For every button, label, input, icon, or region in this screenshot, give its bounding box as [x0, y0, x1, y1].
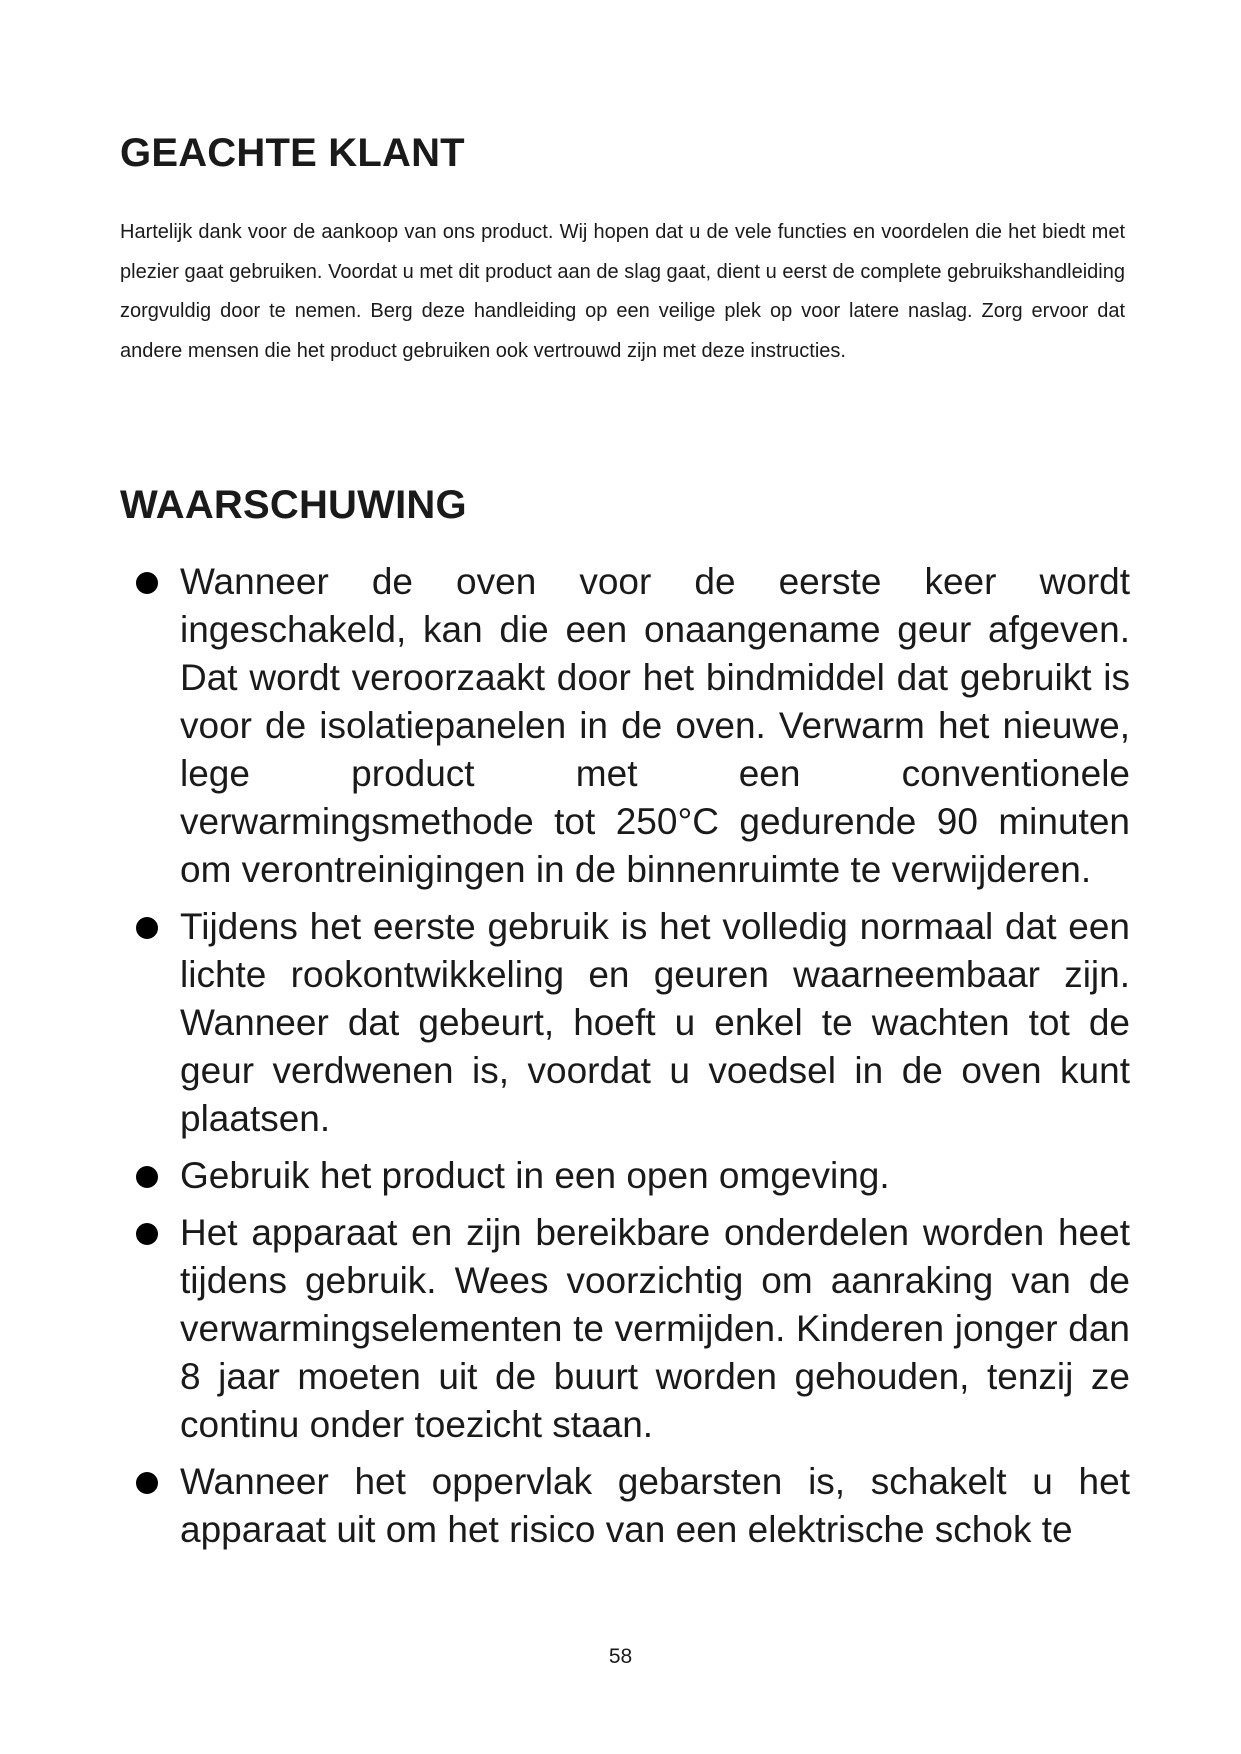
bullet-icon [136, 1166, 158, 1188]
bullet-icon [136, 917, 158, 939]
bullet-icon [136, 572, 158, 594]
warning-item [120, 1209, 1130, 1449]
warning-text: Tijdens het eerste gebruik is het volledig normaal dat een lichte rookontwikkeling en geuren waarneembaar zijn. Wanneer dat gebeurt, hoeft u enkel te wachten tot de geur verdwenen is, voordat u voedsel in de oven kunt plaatsen. [180, 906, 1130, 1139]
section-title-geachte-klant: GEACHTE KLANT [120, 131, 465, 175]
warning-item [120, 1458, 1130, 1554]
warning-item [120, 903, 1130, 1143]
warning-item [120, 1152, 1130, 1200]
intro-paragraph: Hartelijk dank voor de aankoop van ons product. Wij hopen dat u de vele functies en voordelen die het biedt met plezier gaat gebruiken. Voordat u met dit product aan de slag gaat, dient u eerst de complete gebruikshandleiding zorgvuldig door te nemen. Berg deze handleiding op een veilige plek op voor latere naslag. Zorg ervoor dat andere mensen die het product gebruiken ook vertrouwd zijn met deze instructies. [120, 221, 1125, 362]
section-title-waarschuwing: WAARSCHUWING [120, 483, 467, 527]
bullet-icon [136, 1472, 158, 1494]
warning-text: Gebruik het product in een open omgeving. [180, 1155, 890, 1196]
warning-text: Wanneer het oppervlak gebarsten is, schakelt u het apparaat uit om het risico van een elektrische schok te [180, 1461, 1130, 1550]
page-number: 58 [608, 1645, 633, 1668]
warning-text: Het apparaat en zijn bereikbare onderdelen worden heet tijdens gebruik. Wees voorzichtig om aanraking van de verwarmingselementen te vermijden. Kinderen jonger dan 8 jaar moeten uit de buurt worden gehouden, tenzij ze continu onder toezicht staan. [180, 1212, 1130, 1445]
bullet-icon [136, 1223, 158, 1245]
warning-item [120, 558, 1130, 894]
warning-text: Wanneer de oven voor de eerste keer wordt ingeschakeld, kan die een onaangename geur afgeven. Dat wordt veroorzaakt door het bindmiddel dat gebruikt is voor de isolatiepanelen in de oven. Verwarm het nieuwe, lege product met een conventionele verwarmingsmethode tot 250°C gedurende 90 minuten om verontreinigingen in de binnenruimte te verwijderen. [180, 561, 1130, 890]
warning-list [120, 558, 1130, 1563]
